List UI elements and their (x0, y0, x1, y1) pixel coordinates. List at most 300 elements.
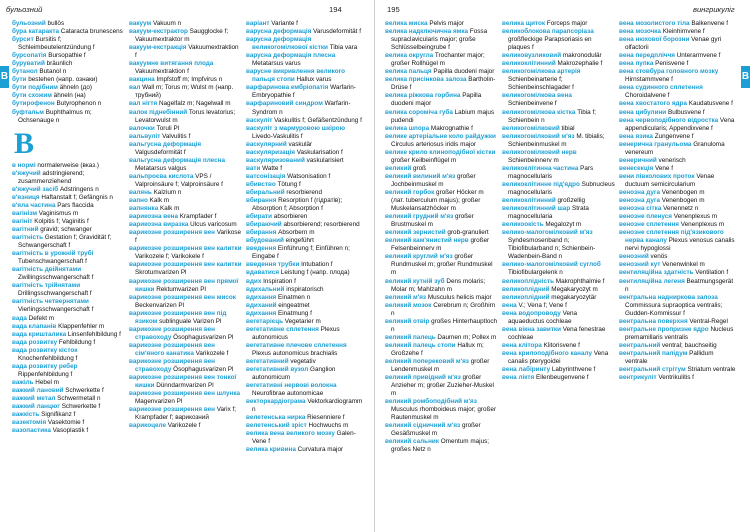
entry-translation: absorbierend; resorbierend (281, 221, 360, 229)
entry-translation: Makrophthalmie f (554, 277, 605, 285)
entry-translation: Impfstoff m; Impfvirus n (154, 76, 223, 84)
entry-headword: вена мозолистого тіла (619, 20, 690, 27)
entry-headword: варфаринова ембріопатія (246, 84, 329, 92)
dictionary-entry (12, 202, 125, 210)
entry-translation: Kalk m (147, 197, 170, 205)
dictionary-entry (385, 165, 498, 173)
entry-translation: V.; Vena f; Vene f (516, 301, 567, 309)
entry-headword: вада розвитку (12, 338, 58, 346)
dictionary-entry (12, 395, 125, 403)
entry-translation: Bursitis f; Schleimbeutelentzündung f (18, 36, 95, 52)
dictionary-entry (502, 278, 615, 286)
entry-translation: Cerebrum n; Großhirn n (391, 301, 496, 317)
entry-translation: Tötung f (275, 180, 301, 188)
dictionary-entry (12, 194, 125, 202)
dictionary-entry (129, 390, 242, 406)
entry-headword: варикозне розширення вен сім'яного канатика (129, 341, 215, 357)
entry-translation: makronodulär (561, 52, 602, 60)
entry-translation: adstringierend; zusammenziehend (18, 169, 85, 185)
entry-headword: буфтальм (12, 108, 45, 116)
entry-headword: велика миска (385, 20, 428, 27)
entry-headword: великий кутній зуб (385, 277, 445, 285)
entry-translation: Choroidalvene f (625, 92, 670, 100)
page-number-left: 194 (329, 5, 342, 14)
entry-headword: венесекція (619, 164, 654, 172)
entry-translation: Beckenvarizen Pl (135, 301, 185, 309)
entry-translation: Defekt m (26, 314, 55, 322)
entry-headword: вдихання (246, 293, 277, 301)
entry-translation: Papilla duodeni major (391, 92, 482, 108)
dictionary-entry (502, 205, 615, 221)
entry-translation: Vasektomie f (46, 419, 85, 427)
entry-translation: Einatmung f (276, 309, 312, 317)
dictionary-entry (619, 326, 737, 342)
running-head-left: бульозний (6, 5, 43, 14)
entry-headword: велика сороміча губа (385, 108, 453, 116)
entry-translation: Hirnstammvene f (625, 76, 673, 84)
entry-headword: вакуум (129, 20, 152, 27)
entry-translation: Livedo-Vaskulitis f (252, 132, 303, 140)
dictionary-entry (246, 261, 366, 269)
entry-headword: вбудований (246, 237, 284, 245)
entry-headword: бутирофенон (12, 100, 55, 108)
dictionary-entry (246, 68, 366, 84)
entry-translation: Venenbogen m (660, 197, 705, 205)
entry-translation: sublinguale Varizen Pl (157, 317, 222, 325)
dictionary-entry (246, 197, 366, 213)
dictionary-entry (619, 294, 737, 318)
dictionary-entry (129, 422, 242, 430)
dictionary-entry (502, 165, 615, 181)
entry-headword: велетенський зріст (246, 422, 307, 430)
entry-translation: Kalk m (158, 205, 180, 213)
dictionary-entry (129, 84, 242, 100)
right-column-3 (619, 20, 737, 528)
dictionary-entry (385, 398, 498, 422)
entry-translation: Pelvis major (427, 20, 464, 27)
dictionary-entry (502, 133, 615, 149)
entry-translation: Vegetarier m (283, 317, 321, 325)
entry-translation: Unterarmvene f (674, 52, 721, 60)
entry-headword: васкуліт (246, 116, 273, 124)
dictionary-entry (385, 189, 498, 213)
entry-headword: важкий ланцюг (12, 403, 60, 411)
entry-translation: ähneln (до) (57, 84, 92, 92)
entry-translation: Fossa supraclavicularis major; große Schlüsselbeingrube f (391, 28, 488, 52)
entry-headword: велика надключична ямка (385, 28, 469, 36)
entry-headword: вада клапанів (12, 322, 57, 330)
entry-translation: Venenplexus m (671, 213, 718, 221)
entry-headword: велика щиток (502, 20, 546, 27)
entry-headword: великоплідний (502, 285, 550, 293)
entry-headword: вбирання (246, 229, 277, 237)
entry-headword: вегетарієць (246, 317, 284, 325)
dictionary-entry (129, 294, 242, 310)
entry-translation: grob-granuliert (445, 229, 489, 237)
entry-translation: Rippenfehlbildung f (18, 370, 73, 378)
entry-translation: Klitorisvene f (541, 341, 580, 349)
dictionary-entry (619, 165, 737, 173)
entry-translation: Varikozele f; Varikokele f (135, 253, 204, 261)
dictionary-entry (246, 181, 366, 189)
entry-translation: Tibia vara (327, 44, 358, 52)
entry-translation: Torus levatorius; Levatorwulst m (135, 108, 236, 124)
entry-headword: велика округла (385, 52, 434, 60)
entry-translation: Pars flaccida (55, 201, 94, 209)
entry-headword: велика вена великого мозку (246, 430, 335, 438)
entry-headword: венозна дуга (619, 197, 661, 205)
entry-headword: буруватий (12, 60, 45, 68)
entry-headword: великий отвір (385, 317, 430, 325)
entry-translation: Kolpitis f; Vaginitis f (32, 217, 89, 225)
entry-translation: Wall m; Torus m; Wulst m (напр. трубний) (135, 84, 234, 100)
dictionary-entry (12, 100, 125, 108)
dictionary-entry (619, 350, 737, 366)
entry-translation: Vaskulitis f; Gefäßentzündung f (272, 116, 362, 124)
entry-translation: Vakuumextraktion f (135, 68, 189, 76)
dictionary-entry (502, 294, 615, 302)
dictionary-entry (246, 221, 366, 229)
dictionary-entry (246, 318, 366, 326)
dictionary-entry (12, 298, 125, 314)
entry-headword: великоклітинний шар (502, 205, 571, 213)
entry-headword: вентральне пропризне ядро (619, 325, 709, 333)
entry-headword: варикозне розширення вен мисок (129, 293, 236, 301)
dictionary-entry (385, 109, 498, 125)
entry-headword: варикоцеле (129, 422, 166, 430)
entry-headword: варикозне розширення вен тонкої кишки (129, 374, 237, 390)
entry-translation: Plexus venosus canalis nervi hypoglossi (625, 237, 735, 253)
entry-translation: ähneln (на) (51, 92, 86, 100)
entry-headword: вальгусна деформація плесна (129, 156, 225, 164)
entry-headword: великий привідний м'яз (385, 374, 461, 382)
entry-headword: в'яжучий засіб (12, 185, 59, 193)
entry-translation: vegetativ (288, 357, 316, 365)
entry-headword: великий грудний м'яз (385, 213, 454, 221)
right-column-2 (502, 20, 615, 528)
dictionary-entry (12, 339, 125, 347)
dictionary-entry (385, 52, 498, 68)
entry-translation: Ganglion autonomicum (252, 366, 336, 382)
entry-headword: вбирання (246, 197, 277, 205)
entry-headword: венозне пленуся (619, 213, 672, 221)
dictionary-entry (246, 141, 366, 149)
dictionary-entry (129, 221, 242, 229)
entry-headword: великий круглий м'яз (385, 253, 453, 261)
dictionary-entry (129, 109, 242, 125)
entry-headword: венерична гранульома (619, 140, 692, 148)
entry-translation: Venenbogen m (660, 188, 705, 196)
dictionary-entry (129, 100, 242, 108)
entry-translation: Absorbern m (276, 229, 315, 237)
entry-translation: inspiratorisch (284, 285, 324, 293)
entry-headword: вена лабіринту (502, 366, 551, 374)
dictionary-entry (619, 52, 737, 60)
entry-headword: ватсонізація (246, 172, 286, 180)
dictionary-entry (129, 197, 242, 205)
entry-translation: Warfarin-Syndrom n (252, 100, 351, 116)
entry-translation: großzellig (555, 197, 586, 205)
entry-headword: вегетативний (246, 357, 289, 365)
entry-headword: великогомілковий м'яз (502, 132, 575, 140)
entry-translation: venös (648, 253, 668, 261)
dictionary-entry (246, 100, 366, 116)
dictionary-entry (502, 350, 615, 366)
entry-translation: Ventral-Regel (687, 317, 728, 325)
entry-headword: вати (246, 164, 261, 172)
entry-headword: в нормі (12, 161, 36, 169)
entry-headword: велика ріжкова горбина (385, 92, 461, 100)
entry-translation: Resorption f (гідратів); Absorption f; Absorption f (252, 197, 343, 213)
entry-headword: бульозний (12, 20, 46, 27)
entry-headword: варикозне розширення вен стравоходу (129, 357, 215, 374)
dictionary-entry (246, 342, 366, 358)
entry-translation: Gestation f; Gravidität f; Schwangerschaft f (18, 234, 112, 250)
entry-headword: вена судинного сплетення (619, 84, 703, 92)
entry-translation: ventral; bauchseitig (660, 341, 717, 349)
page-number-right: 195 (387, 5, 400, 14)
entries-v-start (12, 162, 125, 436)
entry-headword: вбиральний (246, 188, 285, 196)
entry-headword: вагітність четвернятами (12, 298, 89, 306)
dictionary-entry (619, 221, 737, 229)
dictionary-entry (619, 366, 737, 374)
dictionary-entry (385, 342, 498, 358)
dictionary-entry (129, 141, 242, 157)
entry-headword: варикозне розширення вен стравоходу (129, 325, 215, 341)
entry-translation: Papilla duodeni major (431, 68, 495, 76)
entry-translation: Venennetz n (661, 205, 699, 213)
entry-headword: вакуум-екстракція (129, 44, 187, 52)
entry-headword: велике артеріальне коло райдужки (385, 132, 496, 140)
entry-translation: Kalzium n (151, 188, 182, 196)
entry-translation: großer Keilbeinflügel m (391, 156, 457, 164)
dictionary-entry (246, 422, 366, 430)
entry-translation: Schwermetall n (55, 394, 101, 402)
entry-translation: Watte f (260, 164, 282, 172)
dictionary-entry (129, 213, 242, 221)
dictionary-entry (129, 157, 242, 173)
entry-translation: Striatum ventrale (685, 366, 736, 374)
entry-translation: Granuloma venereum (625, 140, 725, 156)
entry-headword: венозний кут (619, 261, 661, 269)
entry-translation: Nucleus premamillaris ventralis (625, 325, 734, 341)
entry-headword: вена клітоpa (502, 341, 542, 349)
entry-translation: Ösophagusvarizen Pl (171, 333, 234, 341)
entry-headword: вентральний (619, 341, 661, 349)
dictionary-entry (502, 374, 615, 382)
entry-headword: вдихальний (246, 285, 285, 293)
entry-headword: велика пальця (385, 68, 432, 76)
entry-translation: Varikose f (135, 229, 241, 245)
dictionary-entry (502, 342, 615, 350)
entry-translation: Varusdeformität f (311, 28, 361, 36)
dictionary-entry (619, 374, 737, 382)
dictionary-entry (502, 149, 615, 165)
dictionary-entry (246, 294, 366, 302)
entry-headword: великий зернистий (385, 229, 446, 237)
entry-translation: Tibia f; Schienbein n (508, 108, 597, 124)
entry-headword: варусна деформація (246, 28, 312, 36)
section-tab-left: В (0, 66, 9, 88)
entry-headword: вдих (246, 277, 262, 285)
dictionary-entry (619, 197, 737, 205)
dictionary-entry (385, 149, 498, 165)
entry-headword: вени півколових проток (619, 172, 695, 180)
entry-headword: великоплідний (502, 293, 550, 301)
entry-headword: вада розвитку ребер (12, 362, 78, 370)
entry-headword: варикозне розширення вен під язиком (129, 309, 227, 325)
entry-translation: Toruli Pl (154, 124, 180, 132)
entry-headword: вазектомія (12, 419, 47, 427)
entry-translation: Ellenbeugenvene f (534, 374, 589, 382)
entry-translation: großfleckige Parapsoriasis en plaques f (508, 36, 592, 52)
dictionary-entry (619, 189, 737, 197)
entry-headword: вдиханий (246, 301, 277, 309)
dictionary-entry (129, 374, 242, 390)
dictionary-entry (129, 44, 242, 60)
entry-translation: großer Felsenbeinnerv m (391, 237, 490, 253)
entry-headword: варикозне розширення вен (129, 406, 215, 414)
dictionary-entry (12, 109, 125, 125)
entry-headword: вена передпліччя (619, 52, 675, 60)
entry-headword: вбираючий (246, 221, 282, 229)
entry-translation: Labium majus pudendi (391, 108, 495, 124)
dictionary-entry (12, 323, 125, 331)
dictionary-entry (502, 20, 615, 28)
entry-translation: Vaskularisation f (294, 148, 343, 156)
dictionary-entry (129, 342, 242, 358)
entry-translation: Leistung f (напр. плода) (279, 269, 350, 277)
entry-headword: варусна деформація плесна (246, 52, 336, 60)
entry-translation: Fehlbildung f (57, 338, 96, 346)
entry-translation: großer Gesäßmuskel m (391, 422, 481, 438)
entry-headword: вена (502, 301, 517, 309)
dictionary-entry (12, 162, 125, 170)
entry-translation: Rektumvarizen Pl (154, 285, 206, 293)
entry-translation: Skrotumvarizen Pl (135, 269, 187, 277)
entry-headword: вальпроєва кислота (129, 172, 194, 180)
entry-translation: Venae gyri olfactorii (625, 36, 722, 52)
dictionary-entry (619, 269, 737, 277)
entry-headword: великий м'яз (385, 293, 427, 301)
entry-translation: Drillingsschwangerschaft f (18, 290, 92, 298)
entry-headword: вал (129, 84, 141, 92)
dictionary-entry (12, 347, 125, 363)
dictionary-entry (385, 422, 498, 438)
entry-headword: вена крилоподібного каналу (502, 349, 593, 357)
entry-headword: вазопастика (12, 427, 51, 435)
entry-translation: Vaginismus m (37, 209, 79, 217)
entry-translation: Vakuum n (151, 20, 182, 27)
entry-translation: bestehen (напр. ознаки) (26, 76, 98, 84)
entry-translation: Venenplexus m (679, 221, 725, 229)
entry-translation: Commissura supraoptica ventralis; Gudden-Kommissur f (625, 301, 723, 317)
dictionary-entry (502, 92, 615, 108)
entry-translation: Neurofibrae autonomicae (252, 390, 324, 398)
entry-headword: валочки (129, 124, 155, 132)
entry-headword: великий (385, 164, 412, 172)
entry-translation: Zungenvene f (652, 132, 694, 140)
dictionary-entry (502, 28, 615, 52)
entry-translation: Metatarsus varus (252, 60, 301, 68)
entry-translation: Metatarsus valgus (135, 164, 187, 172)
entry-translation: gravid; schwanger (38, 225, 92, 233)
dictionary-entry (385, 76, 498, 92)
entry-headword: васкуляризований (246, 156, 305, 164)
entry-headword: варфариновий синдром (246, 100, 323, 108)
dictionary-entry (12, 419, 125, 427)
entry-headword: варіант (246, 20, 270, 27)
entry-translation: Nagelfalz m; Nagelwall m (157, 100, 231, 108)
dictionary-entry (246, 237, 366, 245)
dictionary-entry (246, 28, 366, 36)
dictionary-entry (12, 28, 125, 36)
entry-headword: варикозне розширення вен прямої кишки (129, 277, 239, 293)
entry-translation: Subnucleus magnocellularis (508, 180, 615, 196)
entry-headword: вена стовбура головного мозку (619, 68, 719, 76)
entry-translation: Ösophagusvarizen Pl (171, 366, 234, 374)
dictionary-entry (246, 310, 366, 318)
entry-headword: великий сальник (385, 438, 439, 446)
entry-translation: großer Jochbeinmuskel m (391, 172, 476, 188)
dictionary-entry (619, 133, 737, 141)
dictionary-entry (385, 358, 498, 374)
entry-headword: великий ромбоподібний м'яз (385, 398, 477, 406)
entry-translation: Kleinhirnvene f (660, 28, 705, 36)
dictionary-entry (502, 261, 615, 277)
entry-translation: Curvatura major (295, 446, 344, 454)
dictionary-entry (619, 205, 737, 213)
section-letter-v: В (14, 126, 35, 160)
entry-headword: венозне сплетення під'язикового нерва каналу (619, 229, 724, 245)
section-tab-right: В (741, 66, 750, 88)
entry-headword: варикозна виразка (129, 221, 189, 229)
dictionary-entry (129, 261, 242, 277)
entry-headword: великоклітинне під'ядро (502, 180, 580, 188)
entry-translation: Ulcus varicosum (188, 221, 237, 229)
entry-headword: вентральний палідум (619, 349, 688, 357)
entry-translation: Knochenfehlbildung f (18, 354, 78, 362)
entry-translation: Vena aquaeductus cochleae (508, 309, 578, 325)
entry-translation: Megakaryozyt m (549, 285, 598, 293)
dictionary-entry (129, 20, 242, 28)
entry-headword: вагітність в урожній трубі (12, 250, 94, 258)
entry-headword: вальвуліт (129, 132, 161, 140)
entry-translation: vaskulär (286, 140, 313, 148)
dictionary-entry (246, 302, 366, 310)
entry-headword: введення трубки (246, 261, 300, 269)
entry-translation: Ventilation f (693, 269, 729, 277)
dictionary-entry (502, 326, 615, 342)
dictionary-entry (246, 269, 366, 277)
dictionary-entry (129, 205, 242, 213)
dictionary-entry (619, 36, 737, 52)
entry-headword: вакцина (129, 76, 155, 84)
dictionary-entry (129, 406, 242, 422)
entry-headword: бурсит (12, 36, 34, 44)
dictionary-entry (246, 149, 366, 157)
dictionary-entry (385, 237, 498, 253)
entry-headword: вегетативний вузол (246, 366, 309, 374)
entry-headword: вагінізм (12, 209, 38, 217)
entry-headword: вбивство (246, 180, 276, 188)
dictionary-entry (385, 253, 498, 277)
dictionary-entry (385, 133, 498, 149)
entry-headword: в'яжучий (12, 169, 41, 177)
entry-translation: groß (411, 164, 427, 172)
dictionary-entry (385, 334, 498, 342)
